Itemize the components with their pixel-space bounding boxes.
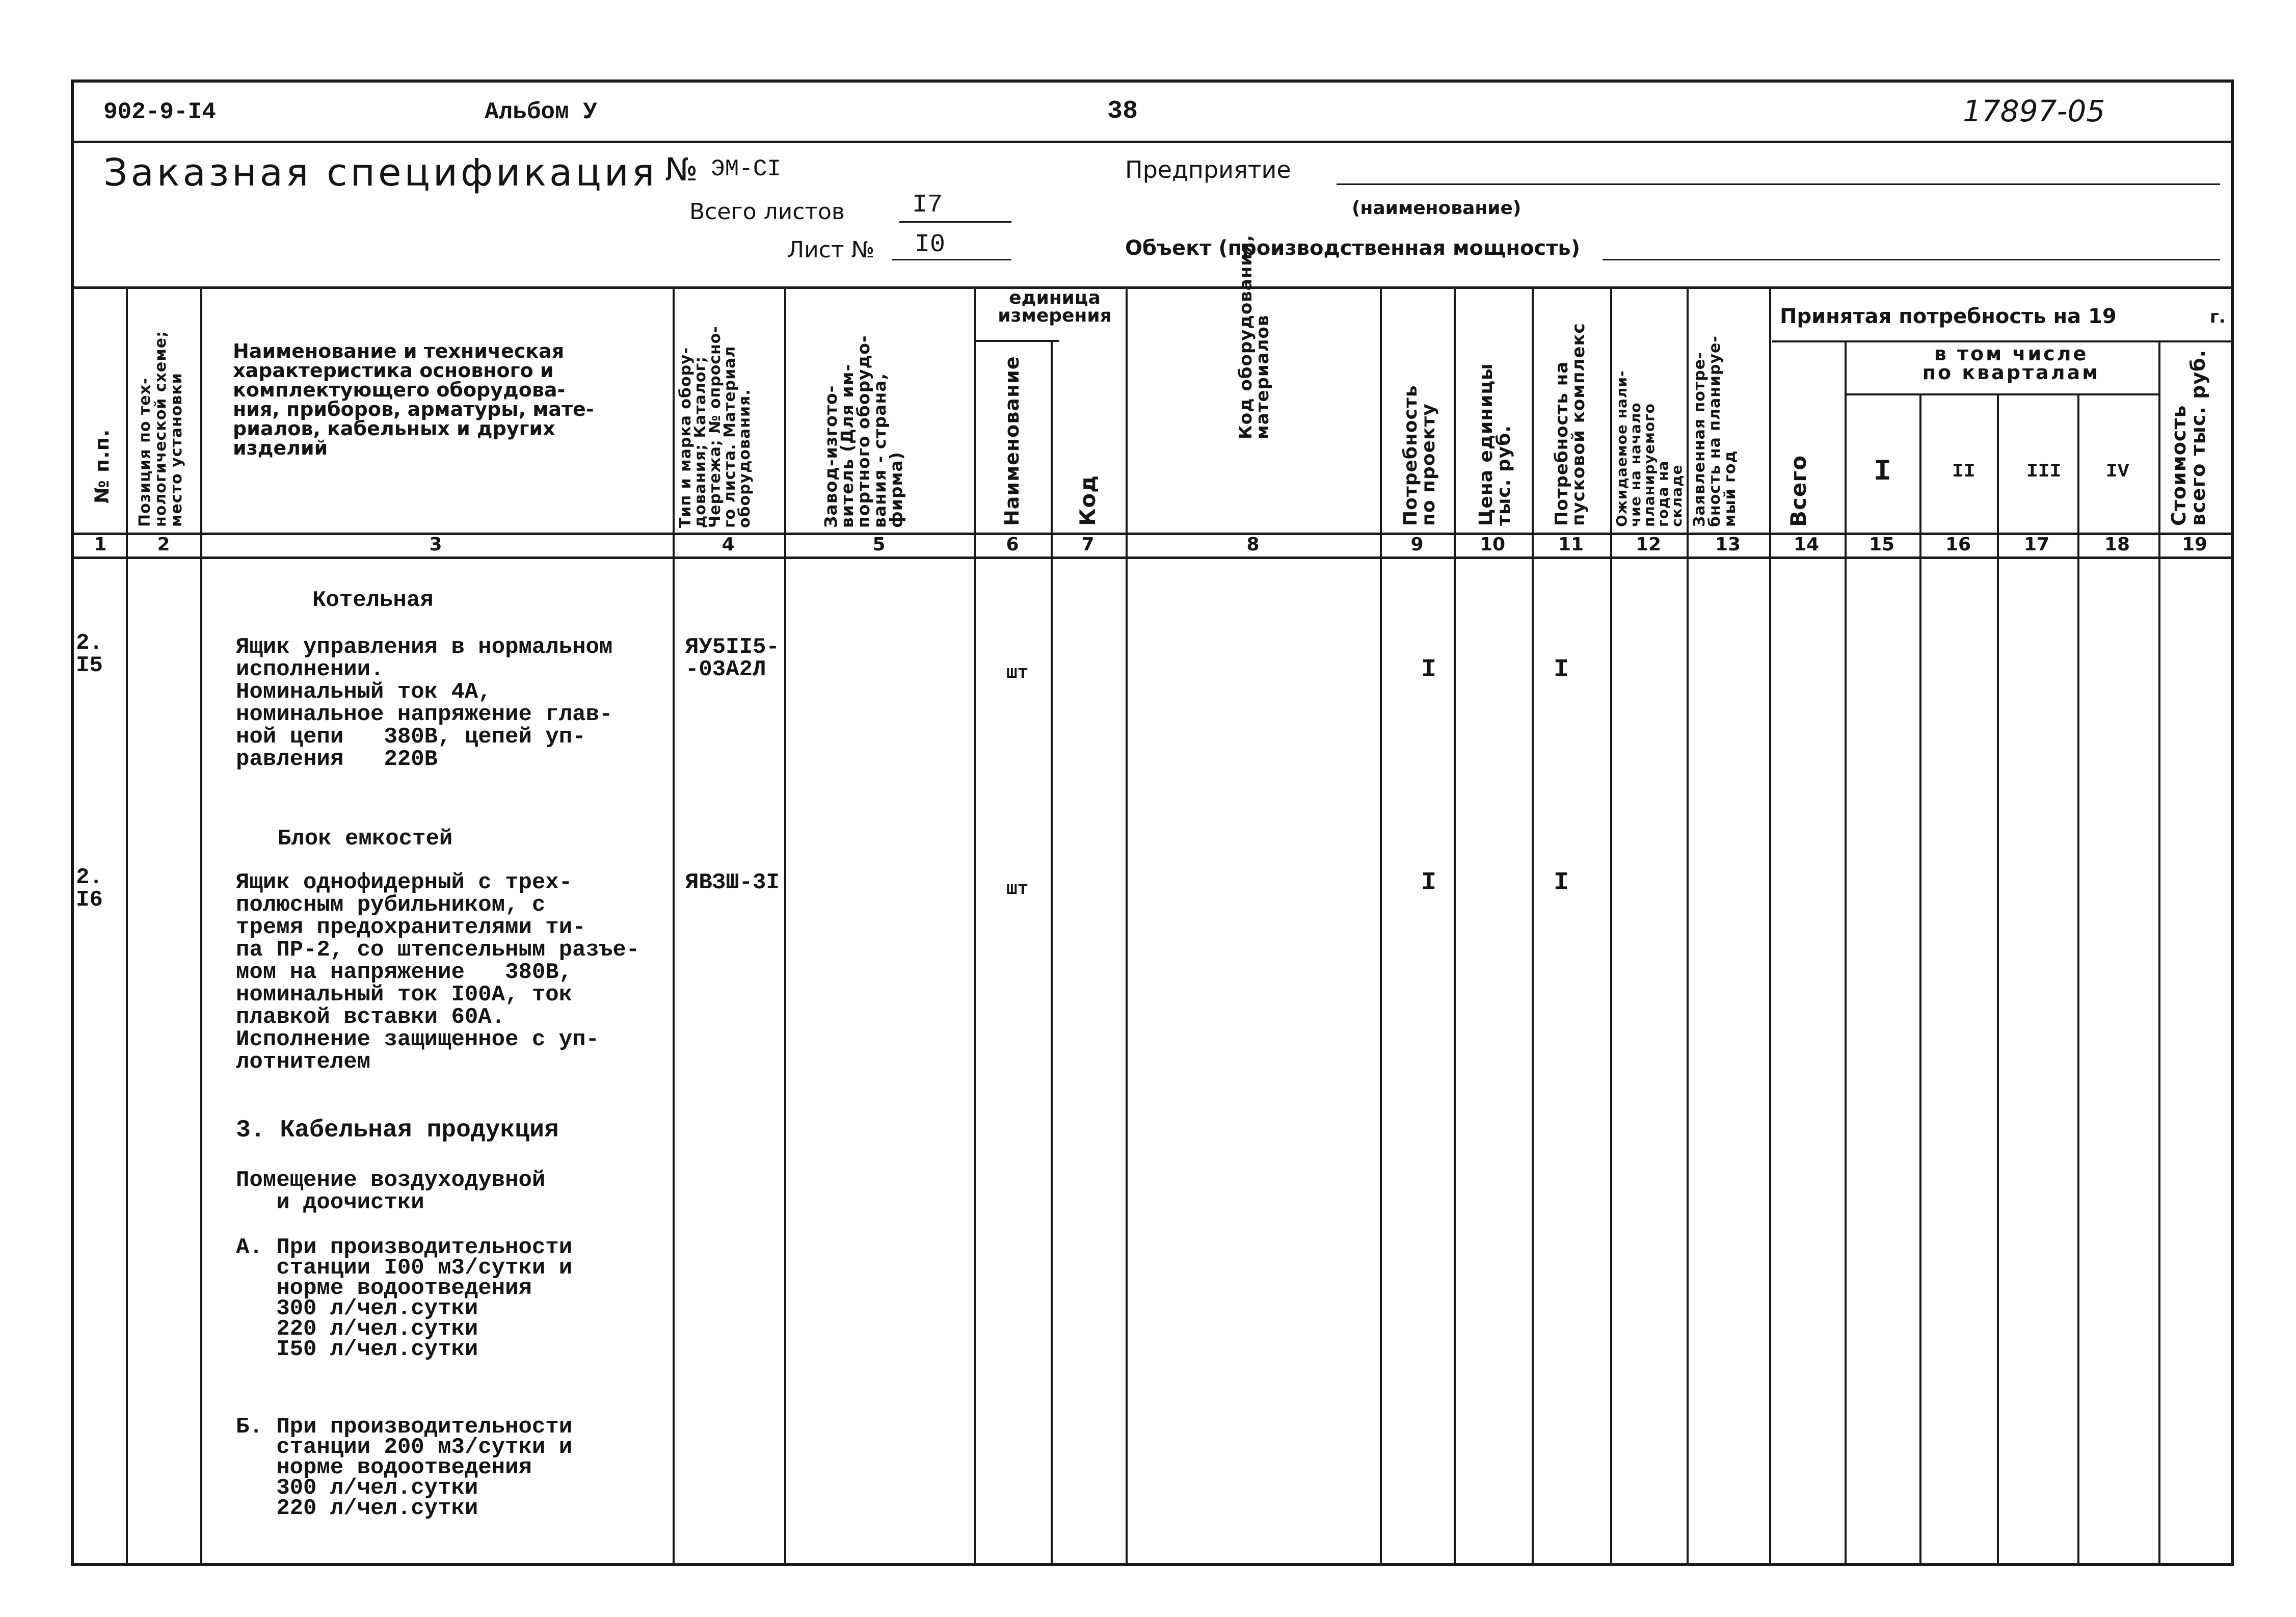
album-label: Альбом У — [485, 99, 597, 125]
col-rule — [673, 286, 675, 1566]
col-header-unit-price: Цена единицы тыс. руб. — [1476, 363, 1514, 526]
col-header-q1: I — [1874, 456, 1891, 489]
cable-products-heading: 3. Кабельная продукция — [236, 1117, 559, 1144]
col-header-need-start: Потребность на пусковой комплекс — [1552, 323, 1589, 526]
col-header-q4: IV — [2106, 461, 2129, 483]
column-number: 7 — [1081, 534, 1094, 555]
column-number: 3 — [429, 534, 442, 555]
col-header-need-project: Потребность по проекту — [1400, 385, 1439, 526]
column-number: 18 — [2104, 534, 2130, 555]
col-header-manufacturer: Завод-изгото- витель (Для им- портного оборудо- вания - страна, фирма) — [821, 335, 906, 528]
unit-group-header: единица измерения — [998, 287, 1112, 326]
enterprise-underline — [1337, 183, 2220, 185]
column-number: 5 — [872, 534, 886, 555]
col-header-position: Позиция по тех- нологической схеме; место установки — [136, 330, 185, 527]
accepted-group-header: Принятая потребность на 19 — [1780, 305, 2117, 328]
row-number: 2. I6 — [76, 865, 103, 913]
col-rule — [1126, 286, 1128, 1566]
col-rule — [1769, 286, 1771, 1566]
col-header-cost: Стоимость всего тыс. руб. — [2168, 349, 2209, 526]
quarters-group-rule — [1845, 393, 2158, 395]
column-number: 13 — [1715, 534, 1741, 555]
title-block-rule — [74, 286, 2232, 289]
column-number: 17 — [2023, 534, 2050, 555]
item-unit: шт — [1006, 879, 1029, 899]
item-unit: шт — [1006, 662, 1029, 683]
column-number: 11 — [1558, 534, 1584, 555]
section-heading: Котельная — [312, 588, 434, 613]
col-rule — [1380, 286, 1382, 1566]
col-rule — [126, 286, 128, 1566]
column-number: 4 — [722, 534, 735, 555]
item-type: ЯУ5II5- -03А2Л — [685, 634, 780, 682]
object-underline — [1603, 259, 2220, 260]
column-number: 15 — [1868, 534, 1895, 555]
col-rule — [1610, 286, 1612, 1566]
column-number: 8 — [1246, 534, 1260, 555]
item-need-project: I — [1421, 655, 1437, 684]
top-bar-rule — [74, 141, 2232, 143]
col-header-total: Всего — [1786, 455, 1811, 527]
column-number: 10 — [1479, 534, 1506, 555]
col-rule — [1845, 340, 1847, 1566]
page-number: 38 — [1107, 97, 1138, 126]
section-heading: Блок емкостей — [278, 826, 453, 852]
item-need-project: I — [1421, 868, 1437, 897]
document-number: 17897-05 — [1963, 94, 2105, 128]
col-header-description: Наименование и техническая характеристика основного и комплектующего оборудова- ния, приборов, арматуры, мате- риалов, кабельных и других изделий — [233, 340, 594, 459]
column-number: 14 — [1793, 534, 1820, 555]
col-rule — [1454, 286, 1456, 1566]
quarters-group-header: в том числе по кварталам — [1922, 342, 2100, 384]
enterprise-hint: (наименование) — [1352, 198, 1521, 219]
col-header-type: Тип и марка обору- дования; Каталог; Чертежа; № опросно- го листа. Материал оборудования. — [677, 326, 754, 528]
item-description: Ящик однофидерный с трех- полюсным рубильником, с тремя предохранителями ти- па ПР-2, со штепсельным разъе- мом на напряжение 380В, номинальный ток I00А, ток плавкой вставки 60А. Исполнение защищенное с уп- лотнителем — [236, 870, 640, 1075]
column-numbers-bottom-rule — [74, 556, 2232, 559]
column-number: 6 — [1006, 534, 1019, 555]
col-rule — [1532, 286, 1534, 1566]
col-rule — [1997, 393, 1999, 1566]
col-rule — [2077, 393, 2079, 1566]
variant-a-note: А. При производительности станции I00 м3/сутки и норме водоотведения 300 л/чел.сутки 220 л/чел.сутки I50 л/чел.сутки — [236, 1235, 573, 1362]
col-header-q2: II — [1952, 461, 1975, 483]
item-type: ЯВЗШ-3I — [685, 870, 780, 895]
column-numbers-top-rule — [74, 533, 2232, 535]
col-rule — [200, 286, 202, 1566]
total-sheets-label: Всего листов — [689, 199, 845, 225]
unit-group-rule — [974, 340, 1059, 342]
col-rule — [784, 286, 786, 1566]
col-header-unit-code: Код — [1075, 474, 1100, 526]
column-number: 2 — [157, 534, 170, 555]
col-header-q3: III — [2026, 461, 2062, 483]
col-rule — [974, 286, 976, 1566]
specification-sheet — [71, 79, 2234, 1566]
project-code: 902-9-I4 — [103, 99, 216, 125]
col-header-unit-name: Наименование — [1001, 356, 1023, 526]
item-need-start: I — [1554, 655, 1569, 684]
column-number: 12 — [1635, 534, 1662, 555]
item-description: Ящик управления в нормальном исполнении. Номинальный ток 4А, номинальное напряжение глав- ной цепи 380В, цепей уп- равления 220В — [236, 634, 613, 772]
page-title: Заказная спецификация — [103, 151, 658, 195]
total-sheets-value: I7 — [912, 191, 943, 220]
room-note: Помещение воздуходувной и доочистки — [236, 1168, 546, 1215]
col-header-expected-stock: Ожидаемое нали- чие на начало планируемого года на складе — [1613, 370, 1685, 527]
col-rule — [1687, 286, 1689, 1566]
number-sign: № — [665, 151, 698, 188]
spec-number: ЭМ-CI — [711, 156, 782, 182]
variant-b-note: Б. При производительности станции 200 м3/сутки и норме водоотведения 300 л/чел.сутки 220 л/чел.сутки — [236, 1414, 573, 1521]
column-number: 9 — [1410, 534, 1424, 555]
accepted-year-suffix: г. — [2210, 307, 2226, 327]
object-label: Объект (производственная мощность) — [1125, 236, 1580, 260]
item-need-start: I — [1554, 868, 1569, 897]
sheet-number-underline — [892, 259, 1011, 260]
column-number: 1 — [94, 534, 107, 555]
sheet-label: Лист № — [787, 237, 875, 263]
col-rule — [1051, 340, 1053, 1566]
column-number: 16 — [1945, 534, 1971, 555]
column-number: 19 — [2181, 534, 2208, 555]
row-number: 2. I5 — [76, 630, 103, 678]
col-header-declared-need: Заявленная потре- бность на планируе- мый год — [1691, 335, 1739, 527]
enterprise-label: Предприятие — [1125, 156, 1291, 183]
col-rule — [1919, 393, 1921, 1566]
total-sheets-underline — [899, 221, 1011, 223]
col-rule — [2158, 340, 2160, 1566]
col-header-equipment-code: Код оборудования, материалов — [1236, 234, 1273, 439]
sheet-number: I0 — [915, 230, 946, 259]
col-header-no: № п.п. — [91, 429, 113, 503]
